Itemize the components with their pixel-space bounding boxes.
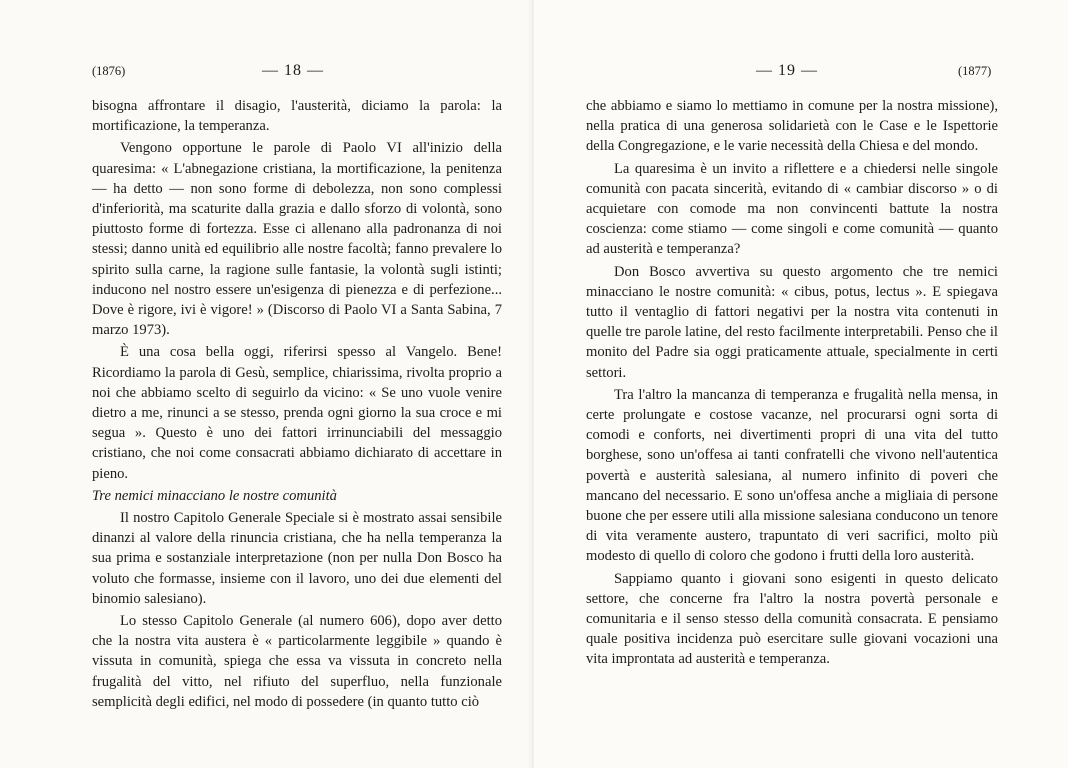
right-running-code: (1877) [958, 64, 992, 78]
paragraph: Tra l'altro la mancanza di temperanza e frugalità nella mensa, in certe prolungate e costose vacanze, nel procurarsi ogni sorta di comodi e conforts, nei divertimenti propri di una vita del tutto borghese, sono un'offesa ai tanti confratelli che vivono nell'autentica povertà e austerità salesiana, al numero infinito di poveri che mancano del necessario. E sono un'offesa anche a migliaia di persone buone che per essere utili alla missione salesiana conducono un tenore di vita veramente austero, trapuntato di veri sacrifici, molto più modesto di quello di coloro che godono i frutti della loro austerità. [586, 386, 998, 565]
paragraph: Lo stesso Capitolo Generale (al numero 606), dopo aver detto che la nostra vita austera è « particolarmente leggibile » quando è vissuta in comunità, spiega che essa va vissuta in concreto nella frugalità del vitto, nel rifiuto del superfluo, nella funzionale semplicità degli edifici, nel modo di possedere (in quanto tutto ciò [92, 613, 502, 710]
paragraph: bisogna affrontare il disagio, l'austerità, diciamo la parola: la mortificazione, la temperanza. [92, 98, 502, 135]
right-page [534, 0, 1068, 768]
left-body-text [92, 96, 502, 712]
paragraph: Don Bosco avvertiva su questo argomento che tre nemici minacciano le nostre comunità: « cibus, potus, lectus ». E spiegava tutto il ventaglio di fattori negativi per la nostra vita contenuti in quelle tre parole latine, del resto facilmente interpretabili. Penso che il monito del Padre sia oggi praticamente attuale, specialmente in certi settori. [586, 263, 998, 381]
paragraph: Sappiamo quanto i giovani sono esigenti in questo delicato settore, che concerne fra l'altro la nostra povertà personale e comunitaria e il senso stesso della comunità consacrata. E pensiamo quale positiva incidenza può esercitare sulle giovani vocazioni una vita improntata ad austerità e temperanza. [586, 570, 998, 668]
paragraph: Il nostro Capitolo Generale Speciale si è mostrato assai sensibile dinanzi al valore della rinuncia cristiana, che ha nella temperanza la sua prima e sostanziale interpretazione (non per nulla Don Bosco ha voluto che formasse, insieme con il lavoro, uno dei due elementi del binomio salesiano). [92, 510, 502, 607]
left-running-code: (1876) [92, 64, 126, 78]
paragraph: Vengono opportune le parole di Paolo VI all'inizio della quaresima: « L'abnegazione cristiana, la mortificazione, la penitenza — ha detto — non sono forme di debolezza, non sono complessi d'inferiorità, ma scaturite dalla grazia e dallo sforzo di volontà, sono piuttosto forme di fortezza. Esse ci allenano alla padronanza di noi stessi; danno unità ed equilibrio alle nostre facoltà; fanno prevalere lo spirito sulla carne, la ragione sulle fantasie, la volontà sugli istinti; inducono nel nostro essere un'esigenza di pienezza e di perfezione... Dove è rigore, ivi è vigore! » (Discorso di Paolo VI a Santa Sabina, 7 marzo 1973). [92, 140, 502, 339]
section-title: Tre nemici minacciano le nostre comunità [92, 487, 337, 504]
right-body-text [586, 96, 998, 670]
paragraph: che abbiamo e siamo lo mettiamo in comune per la nostra missione), nella pratica di una generosa solidarietà con le Case e le Ispettorie della Congregazione, e le varie necessità della Chiesa e del mondo. [586, 98, 998, 155]
paragraph: È una cosa bella oggi, riferirsi spesso al Vangelo. Bene! Ricordiamo la parola di Gesù, semplice, chiarissima, rivolta proprio a noi che abbiamo scelto di seguirlo da vicino: « Se uno vuole venire dietro a me, rinunci a se stesso, prenda ogni giorno la sua croce e mi segua ». Questo è uno dei fattori irrinunciabili del messaggio cristiano, che noi come consacrati abbiamo dichiarato di accettare in pieno. [92, 344, 502, 482]
left-page-number: — 18 — [262, 62, 324, 79]
paragraph: La quaresima è un invito a riflettere e a chiedersi nelle singole comunità con pacata sincerità, evitando di « cambiar discorso » o di acquietare con comode ma non convincenti battute la nostra coscienza: come stiamo — come singoli e come comunità — quanto ad austerità e temperanza? [586, 160, 998, 258]
right-page-number: — 19 — [756, 62, 818, 79]
